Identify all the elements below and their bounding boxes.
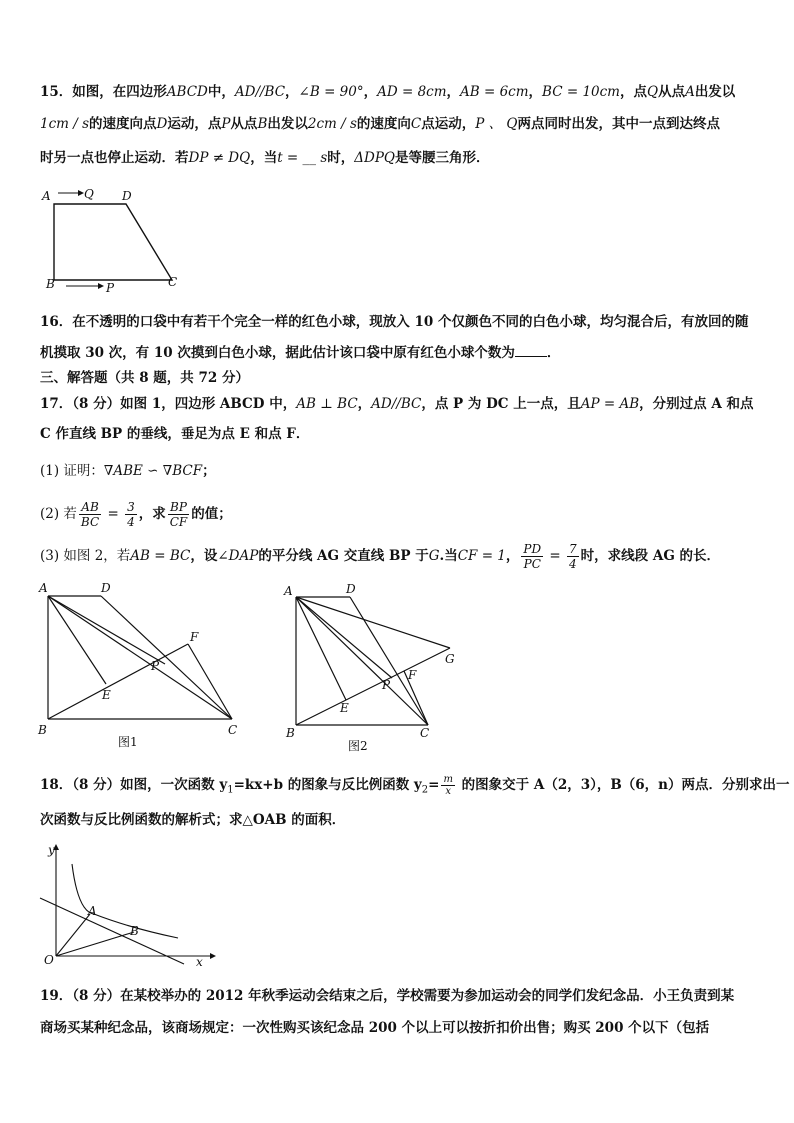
q15-text: 两点同时出发，其中一点到达终点 [517, 116, 720, 132]
label-p: P [382, 678, 391, 692]
seg-ac [48, 596, 232, 719]
q15-text: 出发以 [267, 116, 308, 132]
q17-text: ， [505, 548, 520, 564]
q18-sub: 1 [227, 784, 234, 796]
q15-sep: ， [528, 84, 543, 100]
frac-num: 3 [127, 500, 135, 514]
frac-den: x [445, 786, 452, 797]
trapezoid-abcd [54, 204, 172, 280]
q15-var: C [410, 116, 422, 132]
q18-text: 的图象交于 A（2，3），B（6，n）两点．分别求出一 [456, 777, 790, 793]
q17-cond: AD//BC [371, 396, 422, 412]
q17-text: ，求 [138, 506, 166, 522]
frac-den: BC [80, 515, 100, 529]
caption-fig2: 图2 [348, 739, 368, 753]
q17-text: (2) 若 [40, 506, 77, 522]
q15-text: 从点 [230, 116, 258, 132]
q17-text: ； [202, 463, 216, 479]
q17-part-3 [40, 542, 720, 571]
q17-text: (3) 如图 2，若 [40, 548, 131, 564]
q15-cond: DP ≠ DQ [188, 150, 251, 166]
q15-sep: ， [446, 84, 461, 100]
q15-text: 时， [327, 150, 355, 166]
label-d: D [122, 189, 132, 203]
frac-num: PD [523, 542, 542, 556]
frac-num: AB [79, 500, 101, 515]
seg-fc [188, 644, 232, 719]
label-e: E [102, 688, 111, 702]
q15-cond: AD = 8cm [377, 84, 447, 100]
q17-text: ，设 [190, 548, 218, 564]
q17-text: 17．（8 分）如图 1，四边形 ABCD 中， [40, 396, 297, 412]
q16-line-2 [40, 342, 560, 363]
q17-cond: AP = AB [580, 396, 640, 412]
q17-line-1 [40, 394, 754, 414]
label-b: B [286, 726, 295, 740]
q15-text: 的速度向点 [89, 116, 157, 132]
q18-figure [34, 838, 224, 968]
arrow-bp-head [98, 283, 104, 289]
q17-frac-ab-bc [79, 500, 101, 529]
frac-den: CF [169, 515, 188, 529]
q15-text: 中， [207, 84, 235, 100]
q17-frac-3-4 [125, 500, 137, 529]
q15-figure [38, 186, 198, 296]
q15-text: ，点 [619, 84, 647, 100]
q18-text: = [428, 777, 440, 793]
q15-sep: ， [285, 84, 299, 100]
label-b: B [38, 723, 47, 737]
label-a: A [88, 904, 97, 918]
q17-cond: AB ⊥ BC [296, 396, 358, 412]
label-a: A [284, 584, 293, 598]
q18-text: 18．（8 分）如图，一次函数 y [40, 777, 228, 793]
label-a: A [42, 189, 51, 203]
q15-line-1 [40, 82, 735, 102]
q15-cond: AB = 6cm [460, 84, 529, 100]
q15-var: D [156, 116, 168, 132]
q17-figure-2 [280, 580, 480, 755]
label-c: C [168, 275, 178, 289]
q15-text: ，当 [250, 150, 278, 166]
q15-var: P [221, 116, 231, 132]
q17-line-2: C 作直线 BP 的垂线，垂足为点 E 和点 F． [40, 426, 310, 442]
q18-sub: 2 [421, 784, 429, 796]
q17-eq: = [103, 506, 124, 522]
label-p: P [106, 281, 115, 295]
caption-fig1: 图1 [118, 735, 138, 749]
q17-text: 的值； [191, 506, 232, 522]
q18-line-2: 次函数与反比例函数的解析式；求△OAB 的面积． [40, 812, 346, 828]
q16-answer-blank [515, 342, 547, 357]
q17-frac-bp-cf [168, 500, 190, 529]
frac-den: PC [523, 557, 541, 571]
seg-ag [296, 597, 450, 648]
label-f: F [190, 630, 199, 644]
q15-text: 是等腰三角形． [394, 150, 490, 166]
q15-text: 时另一点也停止运动．若 [40, 150, 189, 166]
frac-den: 4 [127, 515, 135, 529]
q19-line-1: 19．（8 分）在某校举办的 2012 年秋季运动会结束之后，学校需要为参加运动会的同学们发纪念品．小王负责到某 [40, 988, 735, 1004]
seg-ae [296, 597, 346, 700]
seg-ob [56, 932, 134, 956]
q15-var: B [257, 116, 268, 132]
label-y: y [48, 843, 55, 857]
q16-text: ． [546, 345, 561, 361]
q17-text: 时，求线段 AG 的长． [580, 548, 721, 564]
label-q: Q [84, 187, 94, 201]
seg-ae [48, 596, 106, 684]
q15-text: 从点 [658, 84, 686, 100]
label-e: E [340, 701, 349, 715]
x-arrow [210, 953, 216, 959]
q17-cond: ∠DAP [217, 548, 259, 564]
q17-part-2 [40, 500, 232, 529]
q17-similar: ∇ABE ∽ ∇BCF [103, 463, 203, 479]
q15-var: P 、 Q [475, 116, 518, 132]
q15-triangle: ΔDPQ [354, 150, 395, 166]
label-c: C [420, 726, 430, 740]
label-d: D [346, 582, 356, 596]
q17-part-1 [40, 461, 216, 481]
q15-sep: ， [363, 84, 378, 100]
q17-text: ，点 P 为 DC 上一点，且 [421, 396, 581, 412]
q15-speed: 2cm / s [307, 116, 357, 132]
q17-var: G [428, 548, 440, 564]
q17-text: 的平分线 AG 交直线 BP 于 [258, 548, 429, 564]
seg-oa [56, 914, 90, 956]
seg-ap [48, 596, 165, 664]
q15-var: Q [646, 84, 659, 100]
q15-cond: AD//BC [234, 84, 286, 100]
q17-text: .当 [439, 548, 458, 564]
frac-num: m [443, 774, 453, 785]
label-c: C [228, 723, 238, 737]
q15-speed: 1cm / s [40, 116, 90, 132]
q15-text: 点运动， [421, 116, 476, 132]
q15-text: 15．如图，在四边形 [40, 84, 167, 100]
q15-line-3 [40, 148, 489, 168]
label-a: A [39, 581, 48, 595]
section-heading: 三、解答题（共 8 题，共 72 分） [40, 370, 249, 386]
q16-text: 机摸取 30 次，有 10 次摸到白色小球，据此估计该口袋中原有红色小球个数为 [40, 345, 515, 361]
q17-figure-1 [30, 578, 260, 753]
label-g: G [445, 652, 455, 666]
q18-line-1 [40, 774, 789, 801]
label-b: B [130, 924, 139, 938]
q17-text: (1) 证明： [40, 463, 104, 479]
q17-sep: ， [357, 396, 372, 412]
q15-var: A [685, 84, 695, 100]
q15-cond: BC = 10cm [542, 84, 620, 100]
q17-eq: = [545, 548, 566, 564]
q17-text: ，分别过点 A 和点 [639, 396, 754, 412]
seg-ap [296, 597, 392, 678]
q19-line-2: 商场买某种纪念品，该商场规定：一次性购买该纪念品 200 个以上可以按折扣价出售；购买 200 个以下（包括 [40, 1020, 710, 1036]
label-o: O [44, 953, 54, 967]
q17-cond: AB = BC [130, 548, 191, 564]
q15-answer-blank: t = __ s [277, 150, 328, 166]
frac-den: 4 [569, 557, 577, 571]
q18-frac-m-x [441, 774, 454, 797]
label-d: D [101, 581, 111, 595]
label-b: B [46, 277, 55, 291]
frac-num: BP [168, 500, 190, 515]
q17-cond: CF = 1 [457, 548, 506, 564]
frac-num: 7 [569, 542, 577, 556]
seg-bg [296, 648, 450, 725]
label-f: F [408, 668, 417, 682]
q15-cond: ∠B = 90° [298, 84, 364, 100]
q18-text: =kx+b 的图象与反比例函数 y [233, 777, 422, 793]
label-x: x [196, 955, 203, 969]
q15-quad: ABCD [166, 84, 208, 100]
q15-text: 出发以 [694, 84, 736, 100]
q15-line-2 [40, 114, 720, 134]
seg-dc [101, 596, 232, 719]
seg-bf [48, 644, 188, 719]
q17-frac-7-4 [567, 542, 579, 571]
q17-frac-pd-pc [521, 542, 543, 571]
hyperbola-graph [72, 864, 178, 938]
q15-text: 运动，点 [167, 116, 222, 132]
q15-text: 的速度向 [356, 116, 411, 132]
label-p: P [151, 659, 160, 673]
q16-line-1: 16．在不透明的口袋中有若干个完全一样的红色小球，现放入 10 个仅颜色不同的白色小球，均匀混合后，有放回的随 [40, 314, 749, 330]
